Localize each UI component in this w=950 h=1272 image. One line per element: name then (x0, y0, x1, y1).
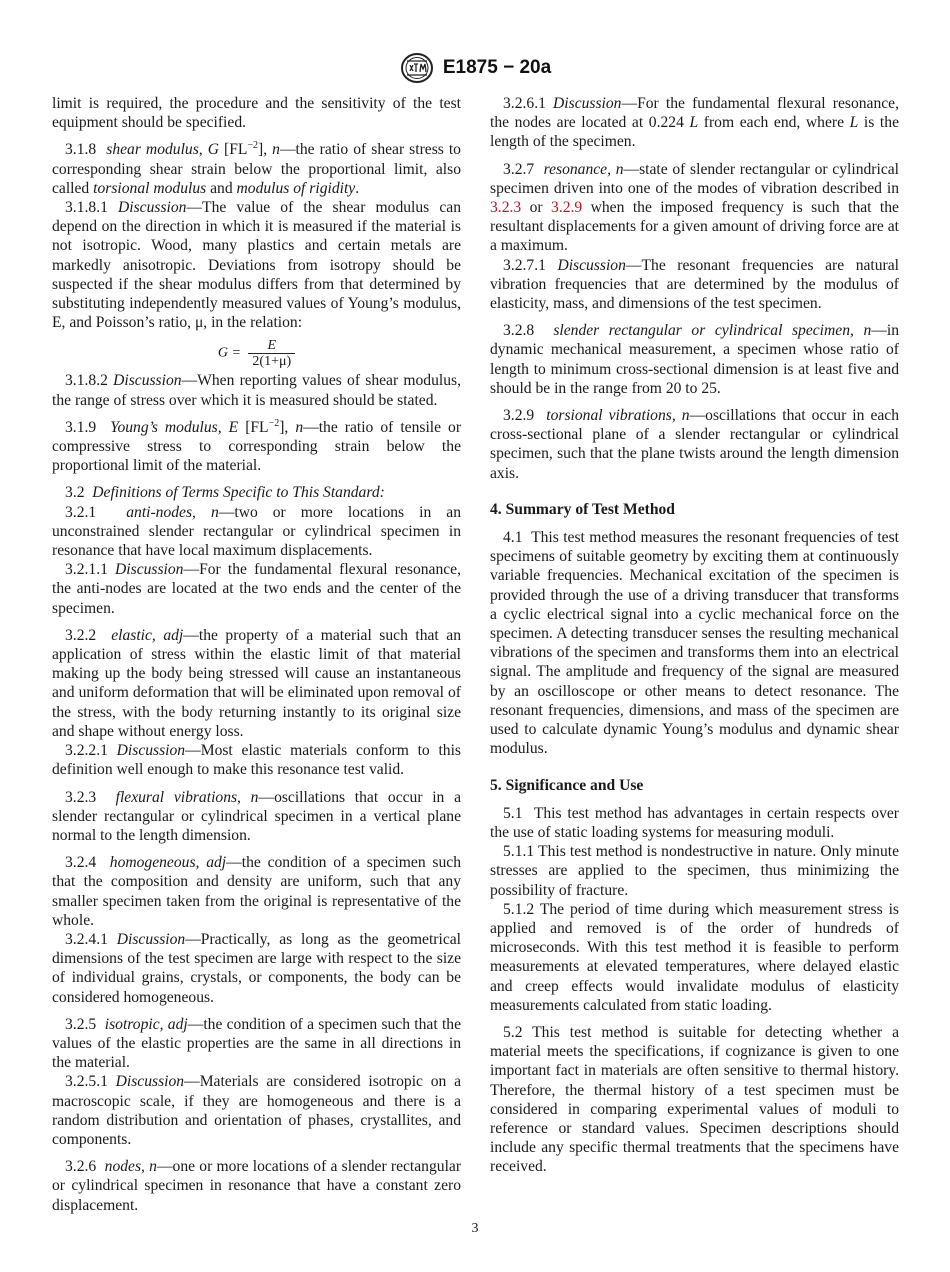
page-number: 3 (471, 1221, 479, 1236)
definition-elastic: 3.2.2 elastic, adj—the property of a material such that an application of stress within the elastic limit of that material making up the body being stressed will cause an instantaneous and uniform deformation that will be eliminated upon removal of the stress, with the body returning instantly to its original size and shape without energy loss. (52, 626, 461, 740)
paragraph-5-2: 5.2 This test method is suitable for detecting whether a material meets the specifications, if cognizance is given to one important fact in materials are often sensitive to thermal history. Therefore, the thermal history of a test specimen must be considered in comparing experimental values of moduli to reference or standard values. Specimen descriptions should include any specific thermal treatments that the specimens have received. (490, 1023, 899, 1176)
paragraph: limit is required, the procedure and the sensitivity of the test equipment should be specified. (52, 95, 461, 132)
paragraph-5-1-1: 5.1.1 This test method is nondestructive in nature. Only minute stresses are applied to the specimen, thus minimizing the possibility of fracture. (490, 843, 899, 899)
discussion-3-2-6-1: 3.2.6.1 Discussion—For the fundamental flexural resonance, the nodes are located at 0.224 L from each end, where L is the length of the specimen. (490, 95, 899, 151)
definition-slender-specimen: 3.2.8 slender rectangular or cylindrical specimen, n—in dynamic mechanical measurement, a specimen whose ratio of length to minimum cross-sectional dimension is at least five and should be in the range from 20 to 25. (490, 322, 899, 397)
discussion-3-2-4-1: 3.2.4.1 Discussion—Practically, as long as the geometrical dimensions of the test specimen are large with respect to the size of individual grains, crystals, or components, the body can be considered homogeneous. (52, 930, 461, 1006)
definition-nodes: 3.2.6 nodes, n—one or more locations of a slender rectangular or cylindrical specimen in resonance that have a constant zero displacement. (52, 1158, 462, 1214)
discussion-3-1-8-2: 3.1.8.2 Discussion—When reporting values of shear modulus, the range of stress over which it is measured should be stated. (52, 372, 461, 409)
equation-denominator: 2(1+μ) (252, 354, 292, 370)
paragraph-4-1: 4.1 This test method measures the resonant frequencies of test specimens of suitable geometry by exciting them at continuously variable frequencies. Mechanical excitation of the specimen is provided through the use of a driving transducer that transforms a cyclic electrical signal into a cyclic mechanical force on the specimen. A detecting transducer senses the resulting mechanical vibrations of the specimen and transforms them into an electrical signal. The amplitude and frequency of the signal are measured by an oscilloscope or other means to detect resonance. The resonant frequencies, dimensions, and mass of the specimen are used to calculate dynamic Young’s modulus and dynamic shear modulus. (490, 529, 899, 758)
definition-youngs-modulus: 3.1.9 Young’s modulus, E $[FL^{-2}]$, n—the ratio of tensile or compressive stress to corresponding strain below the proportional limit of the material. (52, 417, 462, 475)
discussion-3-2-2-1: 3.2.2.1 Discussion—Most elastic materials conform to this definition well enough to make this resonance test valid. (52, 742, 461, 779)
discussion-3-2-7-1: 3.2.7.1 Discussion—The resonant frequencies are natural vibration frequencies that are determined by the modulus of elasticity, mass, and dimensions of the test specimen. (490, 256, 899, 313)
definition-shear-modulus: 3.1.8 shear modulus, G $[FL^{-2}]$, n—the ratio of shear stress to corresponding shear strain below the proportional limit, also called torsional modulus and modulus of rigidity. (52, 140, 461, 197)
definition-flexural-vibrations: 3.2.3 flexural vibrations, n—oscillations that occur in a slender rectangular or cylindrical specimen in a vertical plane normal to the length dimension. (52, 788, 461, 844)
document-id: E1875 − 20a (442, 57, 552, 78)
astm-logo-icon (399, 52, 435, 84)
paragraph-5-1-2: 5.1.2 The period of time during which measurement stress is applied and removed is of the order of hundreds of microseconds. With this test method it is feasible to perform measurements at elevated temperatures, where delayed elastic and creep effects would invalidate modulus of elasticity measurements calculated from static loading. (490, 900, 899, 1014)
page-header (0, 52, 950, 84)
paragraph-5-1: 5.1 This test method has advantages in certain respects over the use of static loading systems for measuring moduli. (490, 804, 899, 841)
definition-isotropic: 3.2.5 isotropic, adj—the condition of a specimen such that the values of the elastic properties are the same in all directions in the material. (52, 1015, 462, 1072)
right-column (490, 94, 899, 1177)
link-3-2-3[interactable]: 3.2.3 (490, 199, 522, 217)
definition-resonance: 3.2.7 resonance, n—state of slender rectangular or cylindrical specimen driven into one of the modes of vibration described in 3.2.3 or 3.2.9 when the imposed frequency is such that the resultant displacements for a given amount of driving force are at a maximum. (490, 160, 899, 255)
section-heading-5: 5. Significance and Use (490, 776, 644, 794)
definition-anti-nodes: 3.2.1 anti-nodes, n—two or more locations in an unconstrained slender rectangular or cylindrical specimen in resonance that have local maximum displacements. (52, 503, 461, 560)
left-column (52, 94, 461, 1215)
definition-homogeneous: 3.2.4 homogeneous, adj—the condition of a specimen such that the composition and density are uniform, such that any smaller specimen taken from the original is representative of the whole. (52, 854, 462, 929)
discussion-3-2-5-1: 3.2.5.1 Discussion—Materials are considered isotropic on a macroscopic scale, if they are homogeneous and there is a random distribution and orientation of phases, crystallites, and components. (52, 1073, 461, 1148)
section-heading-4: 4. Summary of Test Method (490, 500, 675, 518)
section-3-2: 3.2 Definitions of Terms Specific to This Standard: (65, 484, 385, 502)
definition-torsional-vibrations: 3.2.9 torsional vibrations, n—oscillations that occur in each cross-sectional plane of a slender rectangular or cylindrical specimen, such that the plane twists around the length dimension axis. (490, 407, 900, 482)
equation-numerator: E (248, 338, 295, 354)
discussion-3-1-8-1: 3.1.8.1 Discussion—The value of the shear modulus can depend on the direction in which it is measured if the material is not isotropic. Wood, many plastics and certain metals are markedly anisotropic. Deviations from isotropy should be suspected if the shear modulus differs from that determined by substituting independently measured values of Young’s modulus, E, and Poisson’s ratio, μ, in the relation: (52, 199, 461, 332)
link-3-2-9[interactable]: 3.2.9 (551, 199, 583, 217)
equation-shear-modulus: G = $\frac{E}{2(1+\mu)}$ (52, 338, 461, 369)
discussion-3-2-1-1: 3.2.1.1 Discussion—For the fundamental flexural resonance, the anti-nodes are located at the two ends and the center of the specimen. (52, 561, 461, 617)
